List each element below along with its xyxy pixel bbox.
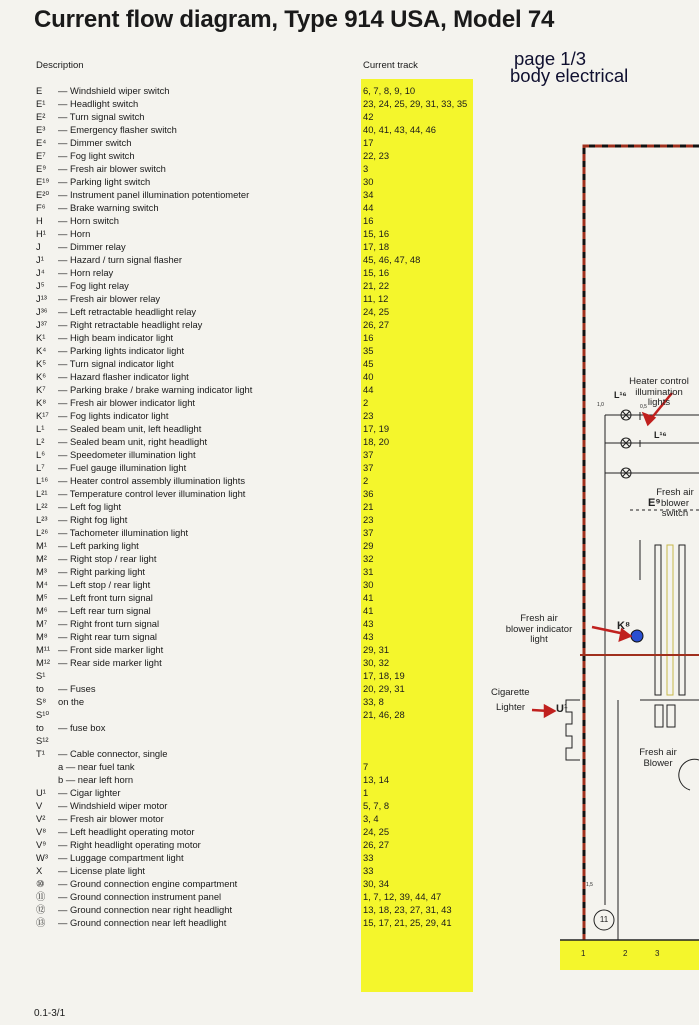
legend-track: 40, 41, 43, 44, 46: [363, 124, 436, 135]
legend-code: H: [36, 215, 43, 226]
legend-code: M⁴: [36, 579, 48, 590]
code-k8: K⁸: [617, 620, 631, 632]
legend-track: 37: [363, 462, 374, 473]
legend-track: 6, 7, 8, 9, 10: [363, 85, 416, 96]
legend-code: U¹: [36, 787, 46, 798]
page-title: Current flow diagram, Type 914 USA, Model 74: [34, 6, 555, 33]
legend-desc: — Fuses: [58, 683, 96, 694]
legend-desc: — Right front turn signal: [58, 618, 160, 629]
legend-code: E²: [36, 111, 46, 122]
legend-code: H¹: [36, 228, 46, 239]
legend-desc: — Right fog light: [58, 514, 128, 525]
indicator-light-label: Fresh air blower indicator light: [505, 613, 573, 645]
legend-code: ⑩: [36, 878, 45, 889]
legend-desc: — Hazard / turn signal flasher: [58, 254, 183, 265]
legend-code: L²¹: [36, 488, 48, 499]
legend-code: V⁸: [36, 826, 47, 837]
legend-code: J³⁷: [36, 319, 48, 330]
cigarette-label-1: Cigarette: [491, 687, 530, 698]
legend-desc: — Ground connection near left headlight: [58, 917, 227, 928]
blower-label: Fresh air Blower: [639, 747, 677, 769]
wire-size: 0,5: [640, 404, 647, 410]
legend-code: M⁷: [36, 618, 48, 629]
legend-code: J⁵: [36, 280, 45, 291]
legend-track: 36: [363, 488, 374, 499]
legend-desc: — fuse box: [58, 722, 106, 733]
legend-desc: — Headlight switch: [58, 98, 139, 109]
legend-track: 17: [363, 137, 374, 148]
legend-desc: — Parking lights indicator light: [58, 345, 185, 356]
legend-track: 43: [363, 631, 374, 642]
legend-desc: — Left front turn signal: [58, 592, 153, 603]
legend-code: J¹: [36, 254, 44, 265]
code-l16-a: L¹⁶: [614, 390, 627, 400]
legend-code: W³: [36, 852, 48, 863]
legend-track: 1: [363, 787, 369, 798]
legend-desc: — Ground connection near right headlight: [58, 904, 233, 915]
legend-desc: — Hazard flasher indicator light: [58, 371, 189, 382]
legend-code: E⁷: [36, 150, 46, 161]
legend-code: M¹¹: [36, 644, 51, 655]
legend-desc: — Cigar lighter: [58, 787, 121, 798]
legend-code: E: [36, 85, 43, 96]
legend-desc: — License plate light: [58, 865, 146, 876]
legend-desc: on the: [58, 696, 85, 707]
legend-desc: — Windshield wiper motor: [58, 800, 168, 811]
legend-code: K⁵: [36, 358, 47, 369]
legend-code: M³: [36, 566, 47, 577]
description-header: Description: [36, 60, 84, 71]
annotation-arrows: [532, 393, 672, 716]
legend-desc: — Fog lights indicator light: [58, 410, 169, 421]
legend-track: 45, 46, 47, 48: [363, 254, 421, 265]
legend-desc: — Right rear turn signal: [58, 631, 158, 642]
legend-track: 34: [363, 189, 374, 200]
legend-track: 1, 7, 12, 39, 44, 47: [363, 891, 442, 902]
legend-track: 35: [363, 345, 374, 356]
wire-size: 1,5: [586, 882, 593, 888]
legend-desc: — Fresh air blower motor: [58, 813, 164, 824]
legend-track: 26, 27: [363, 839, 390, 850]
legend-code: F⁶: [36, 202, 46, 213]
legend-desc: — Speedometer illumination light: [58, 449, 196, 460]
legend-desc: — Right retractable headlight relay: [58, 319, 203, 330]
legend-track: 30, 34: [363, 878, 390, 889]
legend-desc: — Horn switch: [58, 215, 119, 226]
legend-code: E²⁰: [36, 189, 50, 200]
legend-code: J⁴: [36, 267, 45, 278]
legend-desc: — Front side marker light: [58, 644, 164, 655]
legend-track: 43: [363, 618, 374, 629]
legend-desc: — Fog light relay: [58, 280, 129, 291]
legend-track: 21, 22: [363, 280, 390, 291]
legend-code: S¹²: [36, 735, 49, 746]
legend-desc: — Left parking light: [58, 540, 139, 551]
legend-code: E⁹: [36, 163, 47, 174]
legend-code: to: [36, 722, 44, 733]
legend-code: ⑪: [36, 891, 46, 902]
legend-track: 31: [363, 566, 374, 577]
legend-track: 18, 20: [363, 436, 390, 447]
legend-code: L²⁶: [36, 527, 49, 538]
legend-desc: a — near fuel tank: [58, 761, 135, 772]
legend-desc: — Fuel gauge illumination light: [58, 462, 187, 473]
legend-desc: — Left retractable headlight relay: [58, 306, 197, 317]
legend-code: K¹: [36, 332, 46, 343]
legend-desc: — Dimmer relay: [58, 241, 126, 252]
legend-desc: — Windshield wiper switch: [58, 85, 170, 96]
legend-code: J¹³: [36, 293, 47, 304]
legend-track: 13, 18, 23, 27, 31, 43: [363, 904, 452, 915]
legend-desc: — Fresh air blower switch: [58, 163, 166, 174]
legend-desc: — Cable connector, single: [58, 748, 168, 759]
legend-code: K⁸: [36, 397, 47, 408]
legend-desc: — Fog light switch: [58, 150, 135, 161]
legend-code: M¹²: [36, 657, 51, 668]
legend-track: 17, 18: [363, 241, 390, 252]
legend-track: 30: [363, 176, 374, 187]
legend-track: 24, 25: [363, 306, 390, 317]
legend-code: M⁸: [36, 631, 48, 642]
legend-code: L²³: [36, 514, 48, 525]
legend-desc: — High beam indicator light: [58, 332, 174, 343]
track-2: 2: [623, 949, 628, 958]
legend-desc: — Sealed beam unit, right headlight: [58, 436, 208, 447]
note-line-1: page 1/3: [514, 48, 587, 69]
legend-track: 45: [363, 358, 374, 369]
indicator-lamp: [631, 630, 643, 642]
legend-track: 37: [363, 527, 374, 538]
legend-desc: — Horn: [58, 228, 91, 239]
legend-track: 33, 8: [363, 696, 384, 707]
legend-desc: — Temperature control lever illumination light: [58, 488, 246, 499]
legend-track: 3: [363, 163, 369, 174]
legend-code: ⑬: [36, 917, 46, 928]
code-u1: U¹: [556, 703, 568, 715]
code-e9: E⁹: [648, 497, 661, 509]
legend-track: 7: [363, 761, 369, 772]
legend-desc: — Fresh air blower indicator light: [58, 397, 196, 408]
track-header: Current track: [363, 60, 418, 71]
legend-code: M⁶: [36, 605, 48, 616]
legend-code: J³⁶: [36, 306, 48, 317]
legend-code: V²: [36, 813, 46, 824]
legend-code: K¹⁷: [36, 410, 49, 421]
legend-desc: — Dimmer switch: [58, 137, 132, 148]
harness-wire-black: [584, 146, 699, 960]
legend-track: 42: [363, 111, 374, 122]
legend-desc: — Sealed beam unit, left headlight: [58, 423, 202, 434]
legend-track: 37: [363, 449, 374, 460]
lamp-symbol: [621, 410, 631, 478]
legend-track: 5, 7, 8: [363, 800, 390, 811]
legend-desc: — Left fog light: [58, 501, 122, 512]
legend-code: K⁷: [36, 384, 46, 395]
legend-track: 11, 12: [363, 293, 389, 304]
legend-track: 13, 14: [363, 774, 390, 785]
legend-track: 15, 17, 21, 25, 29, 41: [363, 917, 452, 928]
legend-track: 30, 32: [363, 657, 390, 668]
legend-code: L²: [36, 436, 45, 447]
legend-track: 2: [363, 475, 369, 486]
legend-track: 22, 23: [363, 150, 390, 161]
legend-code: K⁴: [36, 345, 47, 356]
legend-track: 41: [363, 592, 374, 603]
legend-code: L¹⁶: [36, 475, 49, 486]
heater-lights-label: Heater control illumination lights: [629, 376, 689, 408]
legend-desc: — Ground connection instrument panel: [58, 891, 222, 902]
cigarette-label-2: Lighter: [496, 702, 526, 713]
legend-track: 21, 46, 28: [363, 709, 405, 720]
legend-desc: — Right headlight operating motor: [58, 839, 201, 850]
legend-code: E¹⁹: [36, 176, 50, 187]
legend-code: E⁴: [36, 137, 47, 148]
legend-desc: — Emergency flasher switch: [58, 124, 177, 135]
legend-track: 44: [363, 384, 374, 395]
legend-code: X: [36, 865, 43, 876]
legend-code: M⁵: [36, 592, 48, 603]
legend-code: S¹: [36, 670, 46, 681]
legend-code: M¹: [36, 540, 47, 551]
legend-track: 16: [363, 215, 374, 226]
legend-desc: — Left headlight operating motor: [58, 826, 195, 837]
legend-desc: — Heater control assembly illumination lights: [58, 475, 246, 486]
legend-desc: — Ground connection engine compartment: [58, 878, 238, 889]
legend-code: E¹: [36, 98, 46, 109]
legend-desc: — Right parking light: [58, 566, 146, 577]
legend-track: 23: [363, 514, 374, 525]
legend-track: 16: [363, 332, 374, 343]
legend-code: T¹: [36, 748, 45, 759]
legend-code: M²: [36, 553, 47, 564]
legend-track: 24, 25: [363, 826, 390, 837]
legend-desc: — Brake warning switch: [58, 202, 159, 213]
legend-track: 44: [363, 202, 374, 213]
legend-track: 2: [363, 397, 369, 408]
page-footer: 0.1-3/1: [34, 1008, 66, 1019]
legend-track: 23, 24, 25, 29, 31, 33, 35: [363, 98, 468, 109]
legend-code: V⁹: [36, 839, 47, 850]
legend-desc: — Instrument panel illumination potentiometer: [58, 189, 250, 200]
legend-track: 21: [363, 501, 374, 512]
track-1: 1: [581, 949, 586, 958]
legend-code: S¹⁰: [36, 709, 50, 720]
legend-desc: — Parking light switch: [58, 176, 151, 187]
legend-code: K⁶: [36, 371, 47, 382]
legend-desc: — Turn signal indicator light: [58, 358, 174, 369]
legend-track: 26, 27: [363, 319, 390, 330]
lighter-element: [566, 700, 580, 760]
legend-code: L⁶: [36, 449, 46, 460]
legend-code: L²²: [36, 501, 48, 512]
legend-track: 23: [363, 410, 374, 421]
legend-track: 15, 16: [363, 267, 390, 278]
legend-track: 15, 16: [363, 228, 390, 239]
legend-code: E³: [36, 124, 46, 135]
legend-track: 29: [363, 540, 374, 551]
legend-desc: — Luggage compartment light: [58, 852, 184, 863]
legend-code: V: [36, 800, 43, 811]
legend-track: 3, 4: [363, 813, 379, 824]
legend-code: to: [36, 683, 44, 694]
legend-track: 40: [363, 371, 374, 382]
legend-code: ⑫: [36, 904, 46, 915]
legend-desc: — Horn relay: [58, 267, 114, 278]
legend-desc: — Turn signal switch: [58, 111, 145, 122]
ground-number: 11: [599, 915, 609, 924]
legend-track: 41: [363, 605, 374, 616]
legend-code: J: [36, 241, 41, 252]
legend-track: 33: [363, 852, 374, 863]
blower-switch-contacts: [580, 510, 699, 940]
legend-desc: — Tachometer illumination light: [58, 527, 189, 538]
track-3: 3: [655, 949, 660, 958]
legend-track: 29, 31: [363, 644, 390, 655]
code-l16-b: L¹⁶: [654, 430, 667, 440]
note-line-2: body electrical: [510, 65, 629, 86]
legend-track: 32: [363, 553, 374, 564]
legend-code: L⁷: [36, 462, 45, 473]
legend-track: 33: [363, 865, 374, 876]
legend-desc: — Left stop / rear light: [58, 579, 151, 590]
legend-desc: b — near left horn: [58, 774, 134, 785]
blower-switch-label: Fresh air blower switch: [656, 487, 694, 519]
legend-track: 30: [363, 579, 374, 590]
legend-desc: — Rear side marker light: [58, 657, 162, 668]
legend-code: L¹: [36, 423, 45, 434]
legend-code: S⁸: [36, 696, 47, 707]
legend-track: 17, 18, 19: [363, 670, 405, 681]
legend-desc: — Fresh air blower relay: [58, 293, 161, 304]
legend-desc: — Parking brake / brake warning indicator light: [58, 384, 253, 395]
legend-desc: — Right stop / rear light: [58, 553, 157, 564]
legend-track: 20, 29, 31: [363, 683, 405, 694]
legend-desc: — Left rear turn signal: [58, 605, 151, 616]
legend-track: 17, 19: [363, 423, 390, 434]
harness-wire-red: [584, 146, 699, 960]
wire-size: 1,0: [597, 402, 604, 408]
